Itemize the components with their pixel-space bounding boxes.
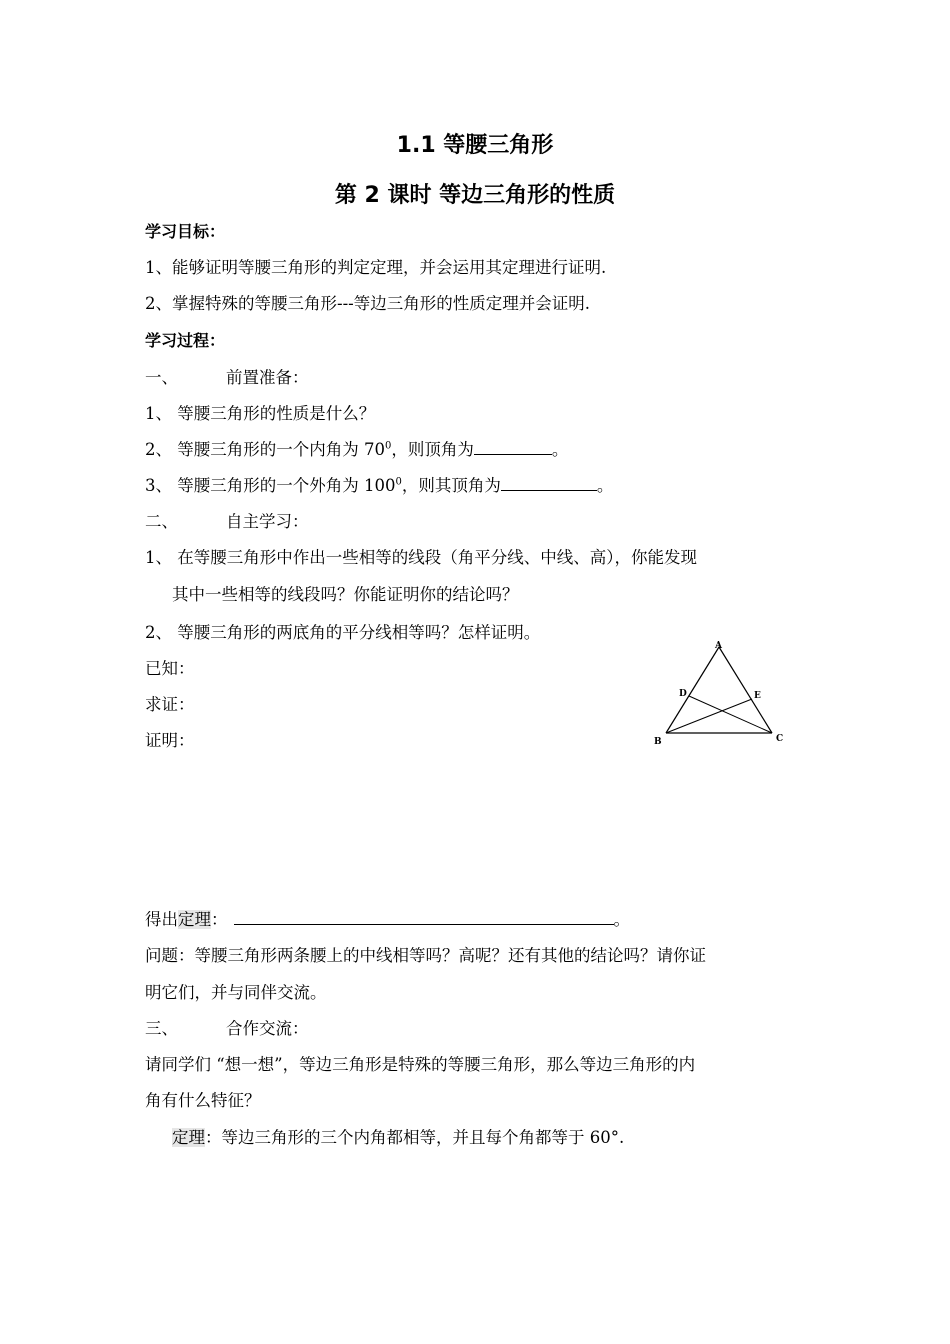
theorem-text: ：等边三角形的三个内角都相等，并且每个角都等于 60°. (205, 1128, 625, 1147)
section-2-title: 自主学习： (226, 512, 309, 531)
answer-blank-2[interactable] (501, 476, 597, 491)
triangle-figure (648, 636, 788, 748)
theorem-blank[interactable] (234, 910, 614, 925)
proof-label: 证明： (145, 731, 195, 750)
section-3-heading (145, 1015, 309, 1039)
discussion-line-2: 角有什么特征？ (145, 1091, 261, 1110)
section-3-number: 三、 (145, 1019, 178, 1038)
self-study-question-1-line-2: 其中一些相等的线段吗？你能证明你的结论吗？ (172, 585, 519, 604)
page-subtitle: 第 2 课时 等边三角形的性质 (334, 183, 616, 208)
conclusion-colon: ： (211, 910, 228, 929)
prep-question-2-end: 。 (551, 440, 569, 459)
page-title: 1.1 等腰三角形 (396, 133, 554, 158)
prep-question-3-text: 3、 等腰三角形的一个外角为 100 (145, 476, 396, 495)
prep-question-3-sup: 0 (395, 476, 402, 488)
section-2-number: 二、 (145, 512, 178, 531)
self-study-question-2: 2、 等腰三角形的两底角的平分线相等吗？怎样证明。 (145, 623, 541, 642)
prep-question-3 (145, 472, 613, 496)
objectives-heading: 学习目标： (145, 222, 226, 241)
prep-question-2 (145, 436, 568, 460)
process-heading: 学习过程： (145, 331, 226, 350)
objective-item-2: 2、掌握特殊的等腰三角形---等边三角形的性质定理并会证明. (145, 294, 590, 313)
section-1-heading (145, 364, 309, 388)
section-3-title: 合作交流： (226, 1019, 309, 1038)
point-label-d: D (679, 689, 687, 699)
point-label-e: E (754, 691, 761, 701)
conclusion-end: 。 (613, 910, 630, 929)
conclusion-line (145, 906, 630, 930)
section-1-number: 一、 (145, 368, 178, 387)
discussion-line-1: 请同学们 “想一想”，等边三角形是特殊的等腰三角形，那么等边三角形的内 (145, 1055, 696, 1074)
side-ac (719, 647, 772, 733)
question-line-2: 明它们，并与同伴交流。 (145, 983, 327, 1002)
section-2-heading (145, 508, 309, 532)
given-label: 已知： (145, 659, 195, 678)
objective-item-1: 1、能够证明等腰三角形的判定定理，并会运用其定理进行证明. (145, 258, 607, 277)
segment-be (666, 699, 752, 733)
prep-question-3-end: 。 (596, 476, 614, 495)
prep-question-2-text-after: ，则顶角为 (391, 440, 474, 459)
prep-question-3-text-after: ，则其顶角为 (401, 476, 501, 495)
question-line-1: 问题：等腰三角形两条腰上的中线相等吗？高呢？还有其他的结论吗？请你证 (145, 946, 706, 965)
conclusion-prefix: 得出 (145, 910, 178, 929)
vertex-label-b: B (654, 737, 662, 747)
prep-question-2-text: 2、 等腰三角形的一个内角为 70 (145, 440, 385, 459)
prep-question-1: 1、 等腰三角形的性质是什么？ (145, 404, 376, 423)
self-study-question-1-line-1: 1、 在等腰三角形中作出一些相等的线段（角平分线、中线、高），你能发现 (145, 548, 697, 567)
vertex-label-c: C (776, 734, 784, 744)
prep-question-2-sup: 0 (384, 440, 392, 452)
segment-cd (689, 696, 772, 733)
vertex-label-a: A (715, 641, 722, 651)
theorem-statement (172, 1124, 624, 1148)
theorem-term: 定理 (172, 1128, 205, 1147)
section-1-title: 前置准备： (226, 368, 309, 387)
conclusion-term: 定理 (178, 910, 211, 929)
answer-blank-1[interactable] (474, 440, 552, 455)
side-ab (666, 647, 719, 733)
prove-label: 求证： (145, 695, 195, 714)
